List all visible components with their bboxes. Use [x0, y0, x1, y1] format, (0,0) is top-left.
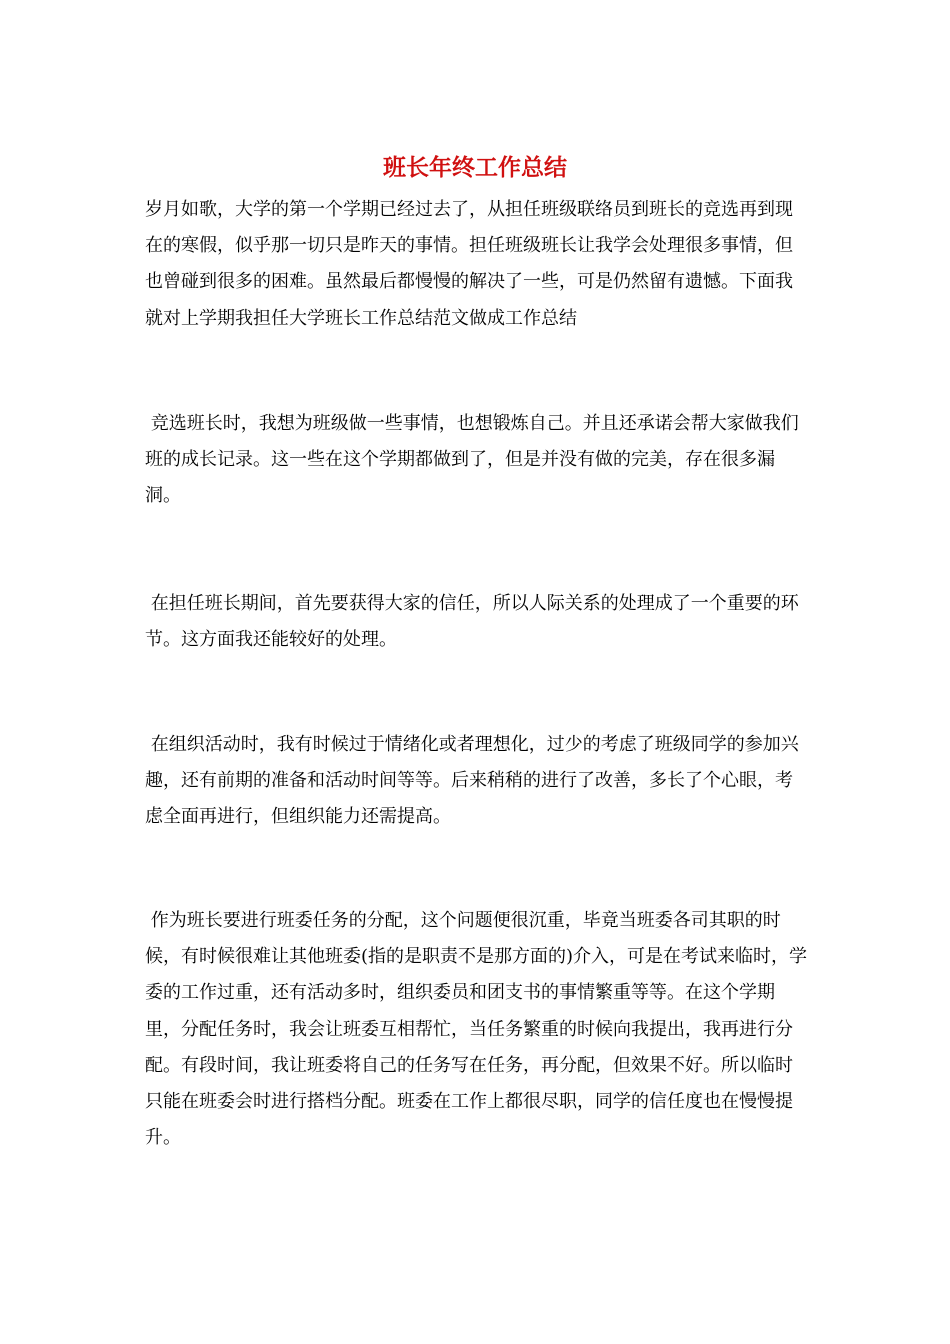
paragraph-activities: 在组织活动时，我有时候过于情绪化或者理想化，过少的考虑了班级同学的参加兴趣，还有前期的准备和活动时间等等。后来稍稍的进行了改善，多长了个心眼，考虑全面再进行，但组织能力还需提高。	[145, 734, 799, 828]
paragraph-election: 竞选班长时，我想为班级做一些事情，也想锻炼自己。并且还承诺会帮大家做我们班的成长记录。这一些在这个学期都做到了，但是并没有做的完美，存在很多漏洞。	[145, 413, 799, 507]
paragraph-trust: 在担任班长期间，首先要获得大家的信任，所以人际关系的处理成了一个重要的环节。这方面我还能较好的处理。	[145, 593, 799, 651]
paragraph-task-allocation: 作为班长要进行班委任务的分配，这个问题便很沉重，毕竟当班委各司其职的时候，有时候很难让其他班委(指的是职责不是那方面的)介入，可是在考试来临时，学委的工作过重，还有活动多时，组织委员和团支书的事情繁重等等。在这个学期里，分配任务时，我会让班委互相帮忙，当任务繁重的时候向我提出，我再进行分配。有段时间，我让班委将自己的任务写在任务，再分配，但效果不好。所以临时只能在班委会时进行搭档分配。班委在工作上都很尽职，同学的信任度也在慢慢提升。	[145, 910, 808, 1149]
paragraph-intro: 岁月如歌，大学的第一个学期已经过去了，从担任班级联络员到班长的竞选再到现在的寒假，似乎那一切只是昨天的事情。担任班级班长让我学会处理很多事情，但也曾碰到很多的困难。虽然最后都慢慢的解决了一些，可是仍然留有遗憾。下面我就对上学期我担任大学班长工作总结范文做成工作总结	[145, 199, 793, 329]
document-title: 班长年终工作总结	[383, 154, 567, 181]
